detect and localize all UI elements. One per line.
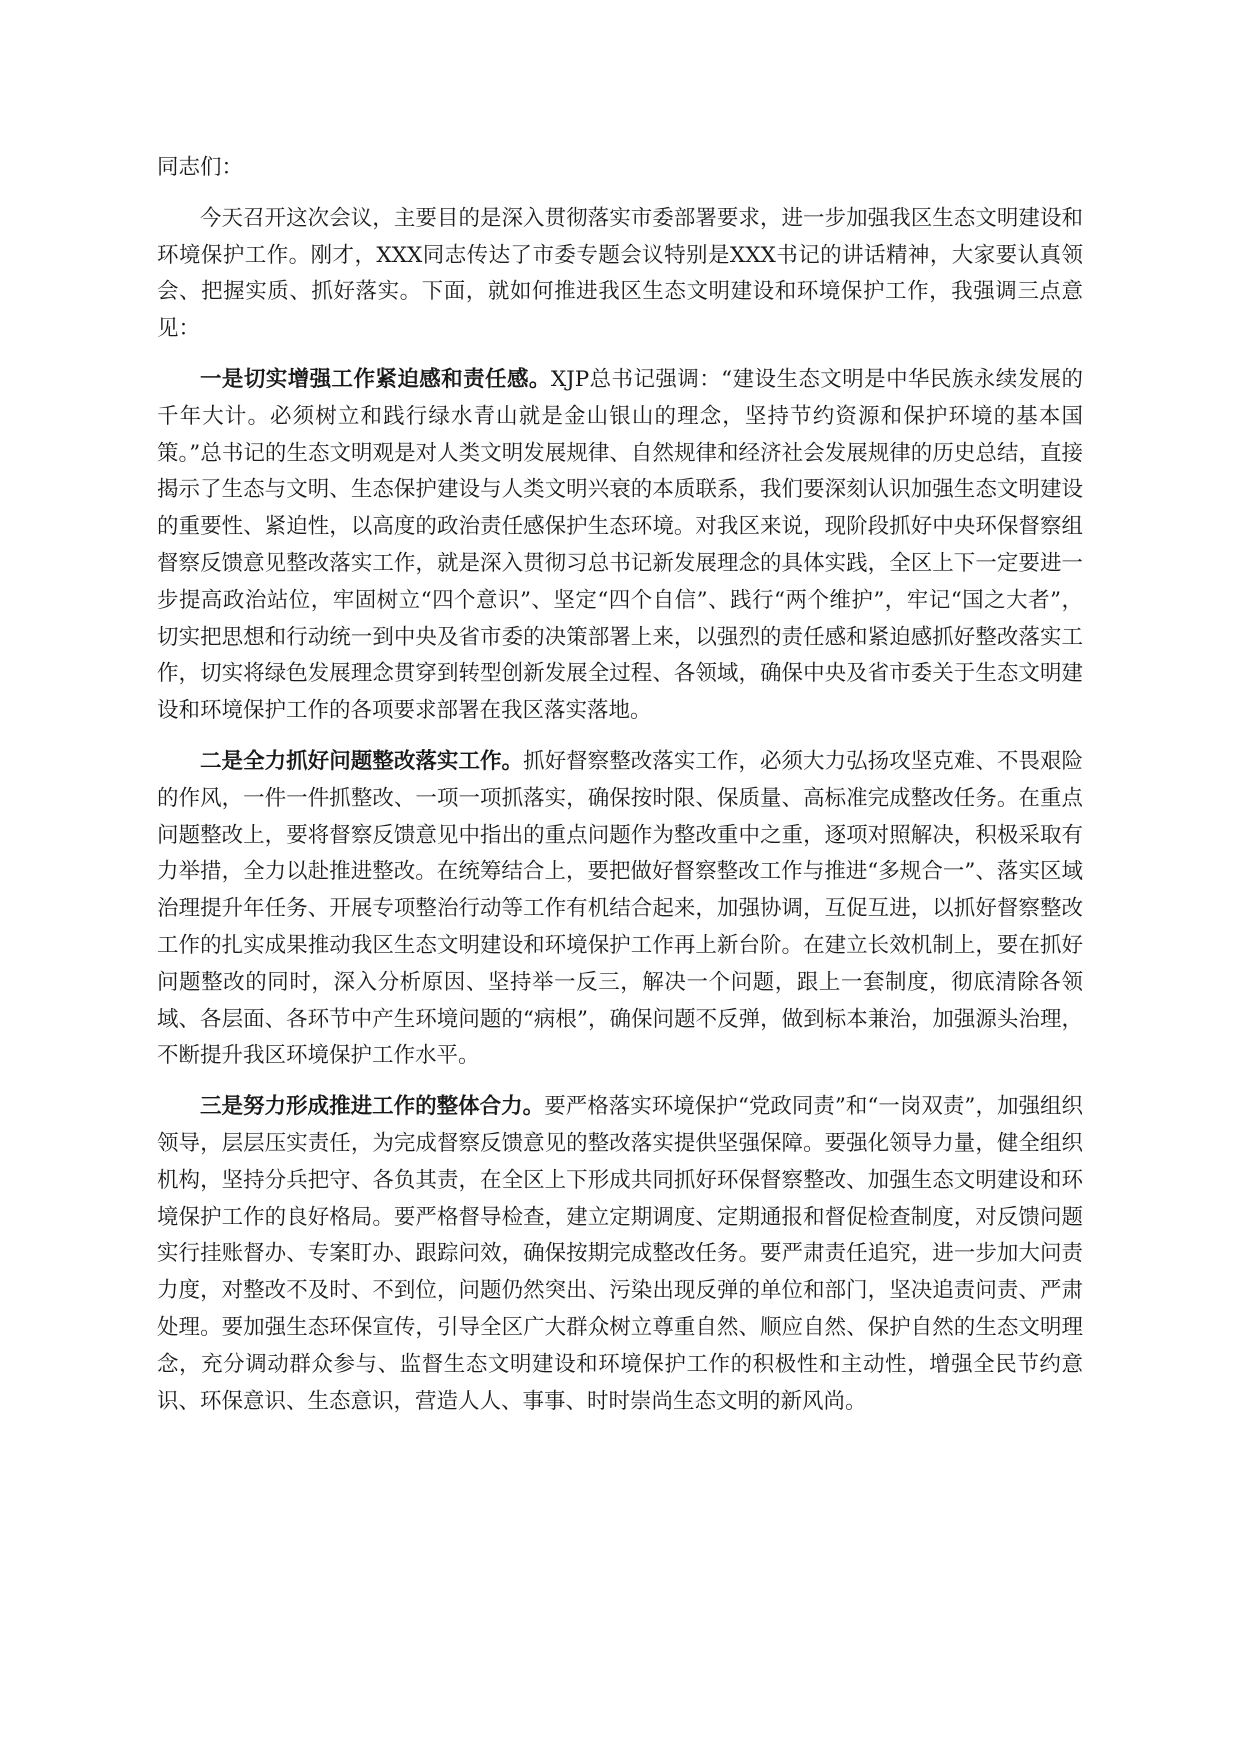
paragraph-lead: 三是努力形成推进工作的整体合力。 — [200, 1094, 545, 1120]
paragraph-lead: 二是全力抓好问题整改落实工作。 — [200, 748, 524, 774]
salutation: 同志们： — [157, 155, 244, 180]
paragraph-point-1 — [157, 362, 1083, 730]
paragraph-intro — [157, 201, 1083, 348]
paragraph-text: 抓好督察整改落实工作，必须大力弘扬攻坚克难、不畏艰险的作风，一件一件抓整改、一项一项抓落实，确保按时限、保质量、高标准完成整改任务。在重点问题整改上，要将督察反馈意见中指出的重点问题作为整改重中之重，逐项对照解决，积极采取有力举措，全力以赴推进整改。在统筹结合上，要把做好督察整改工作与推进“多规合一”、落实区域治理提升年任务、开展专项整治行动等工作有机结合起来，加强协调，互促互进，以抓好督察整改工作的扎实成果推动我区生态文明建设和环境保护工作再上新台阶。在建立长效机制上，要在抓好问题整改的同时，深入分析原因、坚持举一反三，解决一个问题，跟上一套制度，彻底清除各领域、各层面、各环节中产生环境问题的“病根”，确保问题不反弹，做到标本兼治，加强源头治理，不断提升我区环境保护工作水平。 — [157, 748, 1083, 1069]
paragraph-lead: 一是切实增强工作紧迫感和责任感。 — [200, 366, 551, 392]
paragraph-point-3 — [157, 1089, 1083, 1420]
paragraph-text: XJP总书记强调：“建设生态文明是中华民族永续发展的千年大计。必须树立和践行绿水青山就是金山银山的理念，坚持节约资源和保护环境的基本国策。”总书记的生态文明观是对人类文明发展规律、自然规律和经济社会发展规律的历史总结，直接揭示了生态与文明、生态保护建设与人类文明兴衰的本质联系，我们要深刻认识加强生态文明建设的重要性、紧迫性，以高度的政治责任感保护生态环境。对我区来说，现阶段抓好中央环保督察组督察反馈意见整改落实工作，就是深入贯彻习总书记新发展理念的具体实践，全区上下一定要进一步提高政治站位，牢固树立“四个意识”、坚定“四个自信”、践行“两个维护”，牢记“国之大者”，切实把思想和行动统一到中央及省市委的决策部署上来，以强烈的责任感和紧迫感抓好整改落实工作，切实将绿色发展理念贯穿到转型创新发展全过程、各领域，确保中央及省市委关于生态文明建设和环境保护工作的各项要求部署在我区落实落地。 — [157, 366, 1083, 724]
paragraph-text: 要严格落实环境保护“党政同责”和“一岗双责”，加强组织领导，层层压实责任，为完成督察反馈意见的整改落实提供坚强保障。要强化领导力量，健全组织机构，坚持分兵把守、各负其责，在全区上下形成共同抓好环保督察整改、加强生态文明建设和环境保护工作的良好格局。要严格督导检查，建立定期调度、定期通报和督促检查制度，对反馈问题实行挂账督办、专案盯办、跟踪问效，确保按期完成整改任务。要严肃责任追究，进一步加大问责力度，对整改不及时、不到位，问题仍然突出、污染出现反弹的单位和部门，坚决追责问责、严肃处理。要加强生态环保宣传，引导全区广大群众树立尊重自然、顺应自然、保护自然的生态文明理念，充分调动群众参与、监督生态文明建设和环境保护工作的积极性和主动性，增强全民节约意识、环保意识、生态意识，营造人人、事事、时时崇尚生态文明的新风尚。 — [157, 1094, 1083, 1414]
paragraph-text: 今天召开这次会议，主要目的是深入贯彻落实市委部署要求，进一步加强我区生态文明建设和环境保护工作。刚才，XXX同志传达了市委专题会议特别是XXX书记的讲话精神，大家要认真领会、把握实质、抓好落实。下面，就如何推进我区生态文明建设和环境保护工作，我强调三点意见： — [157, 205, 1083, 342]
paragraph-point-2 — [157, 744, 1083, 1075]
document-body — [157, 150, 1083, 1434]
